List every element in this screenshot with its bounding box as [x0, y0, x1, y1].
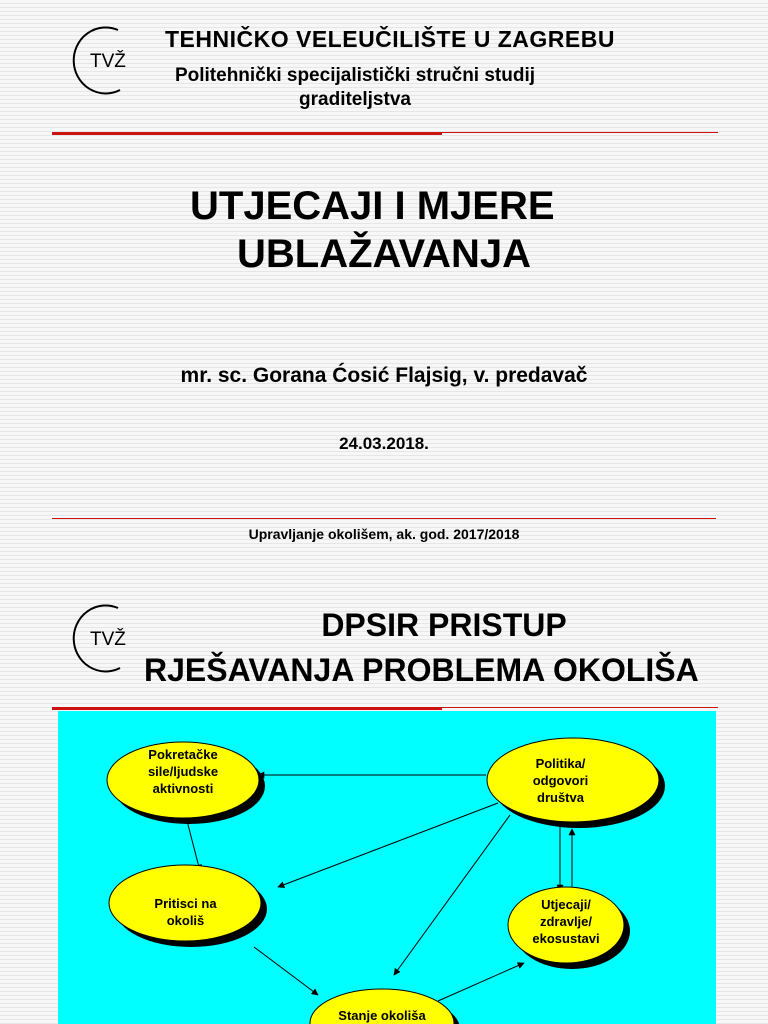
slide2-title-line1: DPSIR PRISTUP [321, 607, 567, 643]
author: mr. sc. Gorana Ćosić Flajsig, v. predavač [180, 364, 588, 387]
arrow-state-to-impacts [438, 963, 524, 1001]
arrow-responses-to-state [394, 815, 510, 975]
node-responses-label: Politika/ odgovori društva [532, 756, 589, 805]
slide2-title-line2: RJEŠAVANJA PROBLEMA OKOLIŠA [144, 652, 699, 688]
logo-text: TVŽ [90, 51, 126, 72]
node-pressures-label: Pritisci na okoliš [154, 896, 217, 928]
arrow-pressures-to-state [254, 947, 318, 995]
arrow-responses-to-pressures [278, 803, 498, 887]
footer-red-line [52, 518, 716, 519]
header-red-line [442, 132, 718, 133]
node-state-label: Stanje okoliša [338, 1008, 426, 1023]
node-impacts-label: Utjecaji/ zdravlje/ ekosustavi [532, 897, 600, 946]
institution-name: TEHNIČKO VELEUČILIŠTE U ZAGREBU [165, 26, 615, 52]
program-name: Politehnički specijalistički stručni studij graditeljstva [174, 65, 536, 110]
dpsir-diagram [58, 711, 716, 1024]
logo-text: TVŽ [90, 629, 126, 650]
arrow-drivers-to-pressures [186, 817, 200, 871]
tvz-logo-icon [62, 22, 142, 98]
slide-title-line2: UBLAŽAVANJA [237, 232, 532, 276]
slide2-red-bar [52, 707, 442, 710]
date: 24.03.2018. [339, 434, 429, 453]
course-footer: Upravljanje okolišem, ak. god. 2017/2018 [248, 526, 520, 542]
header-red-bar [52, 132, 442, 135]
slide2-red-line [442, 707, 718, 708]
slide-title-line1: UTJECAJI I MJERE [190, 184, 555, 228]
node-drivers-label: Pokretačke sile/ljudske aktivnosti [147, 747, 219, 796]
